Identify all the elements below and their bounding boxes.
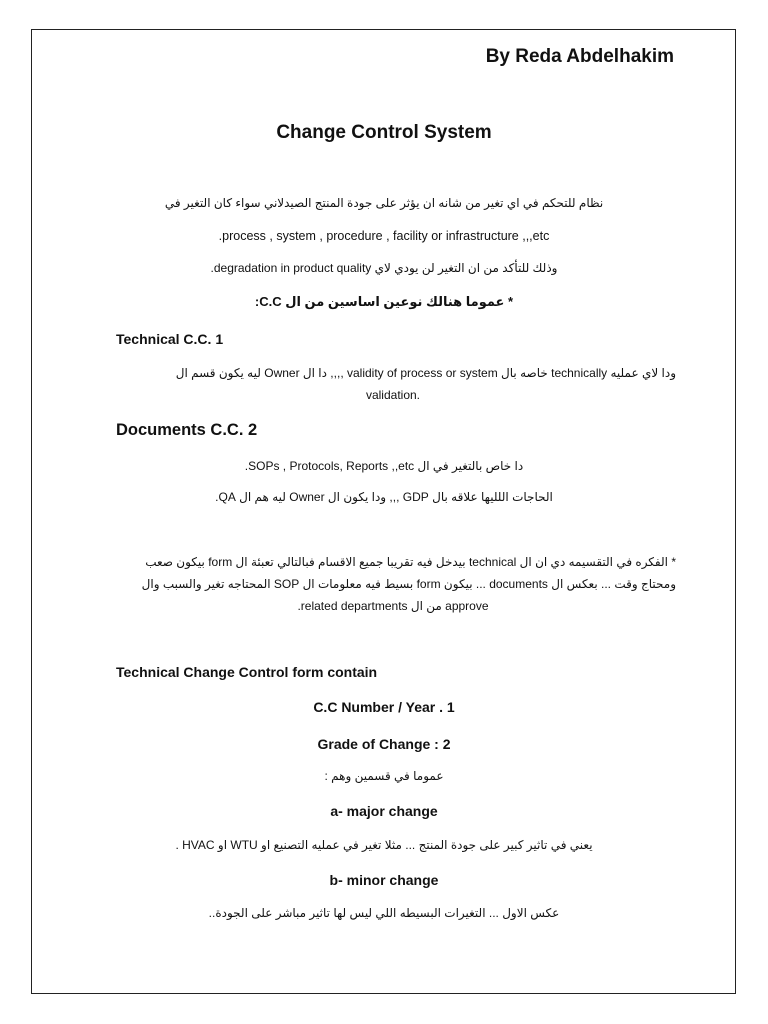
author-line: By Reda Abdelhakim: [485, 46, 674, 67]
intro-line-2: .process , system , procedure , facility or infrastructure ,,,etc: [218, 229, 550, 243]
intro-line-1: نظام للتحكم في اي تغير من شانه ان يؤثر على جودة المنتج الصيدلاني سواء كان التغير في: [164, 196, 604, 210]
technical-line-2: .validation: [365, 388, 421, 402]
note-line-2: ومحتاج وقت ... بعكس ال documents ... بيكون form بسيط فيه معلومات ال SOP المحتاجه تغير والسبب وال: [141, 577, 676, 591]
intro-line-3: وذلك للتأكد من ان التغير لن يودي لاي degradation in product quality.: [210, 261, 558, 275]
note-line-3: approve من ال related departments.: [297, 599, 489, 613]
documents-line-1: دا خاص بالتغير في ال SOPs , Protocols, Reports ,,etc.: [244, 459, 524, 473]
form-heading: Technical Change Control form contain: [116, 664, 378, 680]
grade-note: عموما في قسمين وهم :: [324, 769, 444, 783]
document-title: Change Control System: [276, 122, 492, 143]
technical-line-1: ودا لاي عمليه technically خاصه بال validity of process or system ,,,, دا ال Owner ليه يكون قسم ال: [175, 366, 676, 380]
types-heading: * عموما هنالك نوعين اساسين من ال C.C:: [254, 294, 514, 309]
technical-paragraph: [110, 362, 676, 406]
minor-change-text: عكس الاول ... التغيرات البسيطه اللي ليس لها تاثير مباشر على الجودة..: [208, 906, 560, 920]
technical-heading: Technical C.C. 1: [116, 331, 224, 347]
major-change-heading: a- major change: [330, 803, 438, 819]
documents-heading: Documents C.C. 2: [116, 421, 258, 439]
major-change-text: يعني في تاثير كبير على جودة المنتج ... مثلا تغير في عمليه التصنيع او WTU او HVAC .: [175, 838, 593, 852]
note-paragraph: [110, 551, 676, 617]
minor-change-heading: b- minor change: [329, 872, 439, 888]
item-cc-number: C.C Number / Year . 1: [313, 699, 455, 715]
item-grade-of-change: Grade of Change : 2: [317, 736, 451, 752]
documents-line-2: الحاجات اللليها علاقه بال GDP ,,, ودا يكون ال Owner ليه هم ال QA.: [215, 490, 553, 504]
note-line-1: * الفكره في التقسيمه دي ان ال technical بيدخل فيه تقريبا جميع الاقسام فبالتالي تعبئة ال form بيكون صعب: [145, 555, 676, 569]
